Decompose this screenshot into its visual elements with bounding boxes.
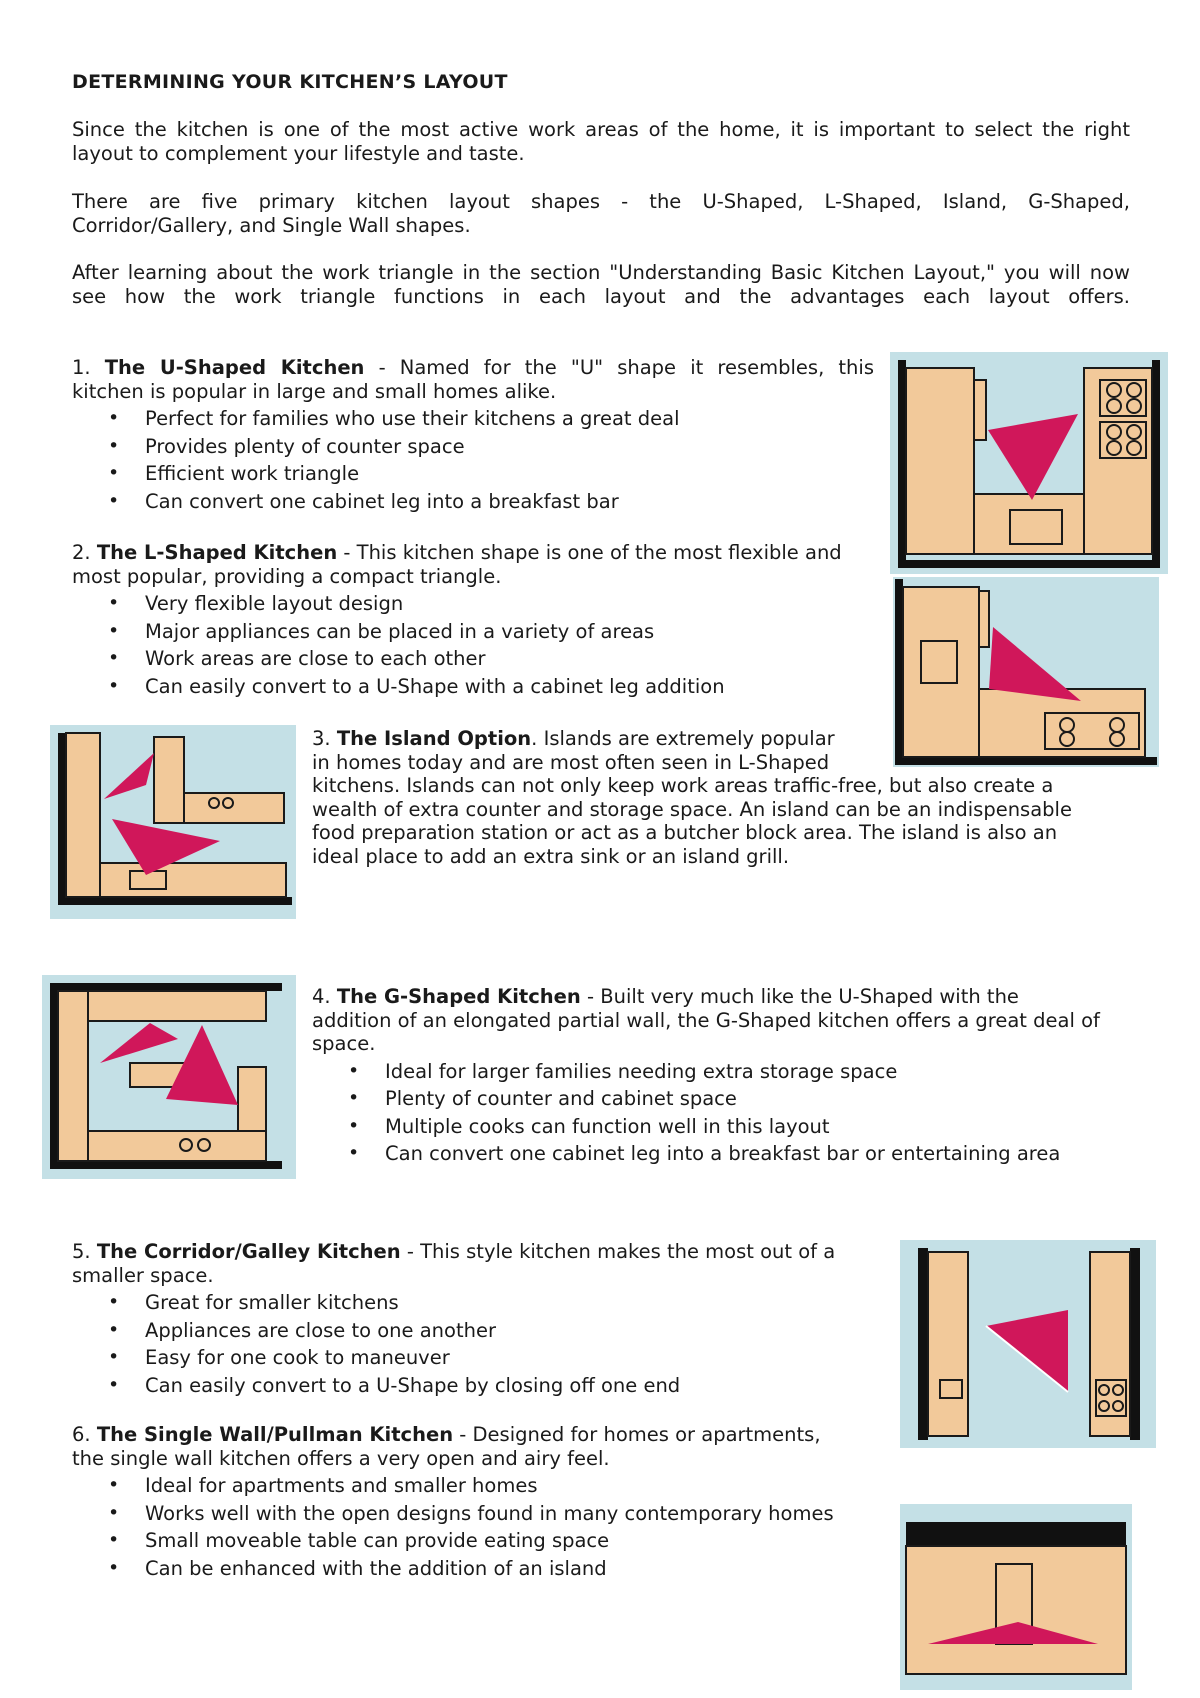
section-l-bullets [72,590,874,700]
section-u-desc: kitchen is popular in large and small homes alike. [72,379,557,403]
list-item: • Works well with the open designs found in many contemporary homes [72,1500,874,1528]
list-item: • Ideal for apartments and smaller homes [72,1472,874,1500]
intro-paragraph-3: After learning about the work triangle in the section "Understanding Basic Kitchen Layout," you will now see how the work triangle functions in each layout and the advantages each layout offers. [72,261,1130,308]
section-l-desc: most popular, providing a compact triangle. [72,564,502,588]
section-g-heading: 4. The G-Shaped Kitchen - Built very much like the U-Shaped with the [312,985,1019,1008]
list-item: • Great for smaller kitchens [72,1289,874,1317]
section-u-shaped [72,356,874,515]
section-corridor-bullets [72,1289,874,1399]
list-item: • Perfect for families who use their kitchens a great deal [72,405,874,433]
corridor-kitchen-diagram [900,1240,1156,1448]
list-item: • Can convert one cabinet leg into a breakfast bar [72,488,874,516]
u-shaped-kitchen-diagram [890,352,1168,574]
section-corridor [72,1240,874,1399]
section-single-desc: the single wall kitchen offers a very open and airy feel. [72,1446,610,1470]
intro-paragraph-1: Since the kitchen is one of the most active work areas of the home, it is important to select the right layout to complement your lifestyle and taste. [72,118,1130,165]
section-g-shaped: 4. The G-Shaped Kitchen - Built very much like the U-Shaped with the addition of an elongated partial wall, the G-Shaped kitchen offers a great deal of space. • Ideal for larger families needing extra storage space • Plenty of counter and cabinet space • Multiple cooks can function well in this layout • Can convert one cabinet leg into a breakfast bar or entertaining area [312,985,1132,1168]
list-item: • Efficient work triangle [72,460,874,488]
list-item: • Work areas are close to each other [72,645,874,673]
section-g-bullets [312,1058,1132,1168]
list-item: • Can be enhanced with the addition of an island [72,1555,874,1583]
list-item: • Plenty of counter and cabinet space [312,1085,1132,1113]
page-title: DETERMINING YOUR KITCHEN’S LAYOUT [72,71,508,93]
section-u-heading: 1. The U-Shaped Kitchen - Named for the "U" shape it resembles, this [72,356,874,379]
list-item: • Multiple cooks can function well in this layout [312,1113,1132,1141]
section-l-shaped [72,541,874,700]
list-item: • Can convert one cabinet leg into a breakfast bar or entertaining area [312,1140,1132,1168]
list-item: • Can easily convert to a U-Shape by closing off one end [72,1372,874,1400]
single-wall-kitchen-diagram [900,1504,1132,1690]
list-item: • Easy for one cook to maneuver [72,1344,874,1372]
list-item: • Provides plenty of counter space [72,433,874,461]
section-corridor-desc: smaller space. [72,1263,214,1287]
list-item: • Major appliances can be placed in a variety of areas [72,618,874,646]
list-item: • Ideal for larger families needing extra storage space [312,1058,1132,1086]
island-kitchen-diagram [50,725,296,919]
section-corridor-heading: 5. The Corridor/Galley Kitchen - This style kitchen makes the most out of a [72,1240,836,1263]
intro-paragraph-2: There are five primary kitchen layout shapes - the U-Shaped, L-Shaped, Island, G-Shaped, Corridor/Gallery, and Single Wall shapes. [72,190,1130,237]
list-item: • Appliances are close to one another [72,1317,874,1345]
g-shaped-kitchen-diagram [42,975,296,1179]
section-island: 3. The Island Option. Islands are extremely popular in homes today and are most often seen in L-Shaped kitchens. Islands can not only keep work areas traffic-free, but also create a wealth of extra counter and storage space. An island can be an indispensable food preparation station or act as a butcher block area. The island is also an ideal place to add an extra sink or an island grill. [312,727,1112,868]
section-l-heading: 2. The L-Shaped Kitchen - This kitchen shape is one of the most flexible and [72,541,842,564]
list-item: • Can easily convert to a U-Shape with a cabinet leg addition [72,673,874,701]
list-item: • Small moveable table can provide eating space [72,1527,874,1555]
l-shaped-kitchen-diagram [893,577,1159,767]
section-island-heading: 3. The Island Option. Islands are extremely popular [312,727,835,750]
list-item: • Very flexible layout design [72,590,874,618]
section-single-bullets [72,1472,874,1582]
section-u-bullets [72,405,874,515]
section-single-wall [72,1423,874,1582]
section-single-heading: 6. The Single Wall/Pullman Kitchen - Designed for homes or apartments, [72,1423,821,1446]
